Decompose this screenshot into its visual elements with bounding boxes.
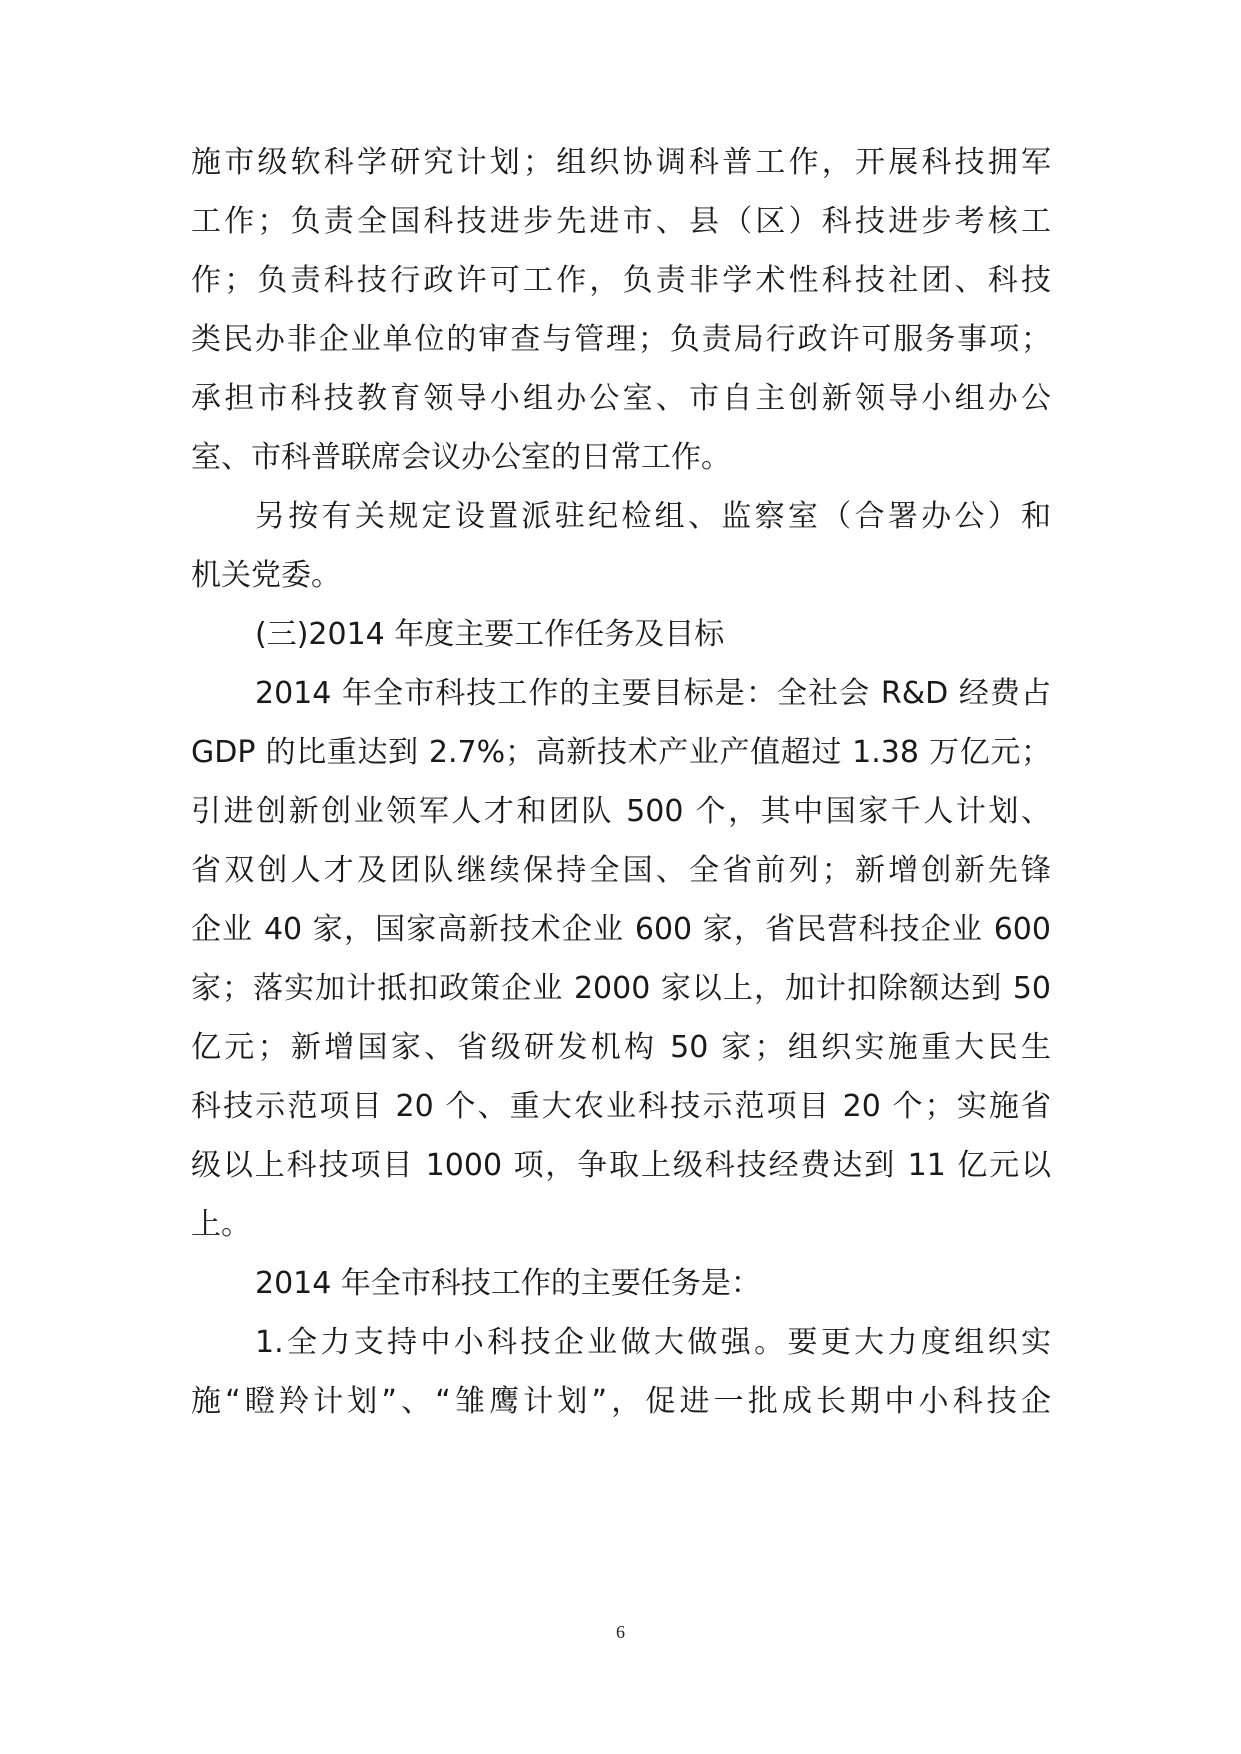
text-line-16: 亿元；新增国家、省级研发机构 50 家；组织实施重大民生 — [191, 1030, 1051, 1065]
text-line-5: 承担市科技教育领导小组办公室、市自主创新领导小组办公 — [191, 381, 1051, 416]
text-line-18: 级以上科技项目 1000 项，争取上级科技经费达到 11 亿元以 — [191, 1148, 1051, 1183]
text-line-12: 引进创新创业领军人才和团队 500 个，其中国家千人计划、 — [191, 794, 1051, 829]
text-line-4: 类民办非企业单位的审查与管理；负责局行政许可服务事项； — [191, 322, 1051, 357]
text-line-21: 1.全力支持中小科技企业做大做强。要更大力度组织实 — [255, 1325, 1051, 1360]
text-line-1: 施市级软科学研究计划；组织协调科普工作，开展科技拥军 — [191, 145, 1051, 180]
text-line-6: 室、市科普联席会议办公室的日常工作。 — [191, 440, 731, 475]
text-line-22: 施“瞪羚计划”、“雏鹰计划”，促进一批成长期中小科技企 — [191, 1384, 1051, 1419]
text-line-11: GDP 的比重达到 2.7%；高新技术产业产值超过 1.38 万亿元； — [191, 735, 1051, 770]
text-line-14: 企业 40 家，国家高新技术企业 600 家，省民营科技企业 600 — [191, 912, 1051, 947]
text-line-3: 作；负责科技行政许可工作，负责非学术性科技社团、科技 — [191, 263, 1051, 298]
text-line-17: 科技示范项目 20 个、重大农业科技示范项目 20 个；实施省 — [191, 1089, 1051, 1124]
text-line-7: 另按有关规定设置派驻纪检组、监察室（合署办公）和 — [255, 499, 1051, 534]
text-line-8: 机关党委。 — [191, 558, 341, 593]
text-line-13: 省双创人才及团队继续保持全国、全省前列；新增创新先锋 — [191, 853, 1051, 888]
page-number: 6 — [616, 1622, 625, 1642]
text-line-19: 上。 — [191, 1207, 251, 1242]
text-line-2: 工作；负责全国科技进步先进市、县（区）科技进步考核工 — [191, 204, 1051, 239]
text-line-10: 2014 年全市科技工作的主要目标是：全社会 R&D 经费占 — [255, 676, 1051, 711]
text-line-20: 2014 年全市科技工作的主要任务是： — [255, 1266, 761, 1301]
text-line-15: 家；落实加计抵扣政策企业 2000 家以上，加计扣除额达到 50 — [191, 971, 1051, 1006]
section-heading: (三)2014 年度主要工作任务及目标 — [255, 617, 725, 652]
